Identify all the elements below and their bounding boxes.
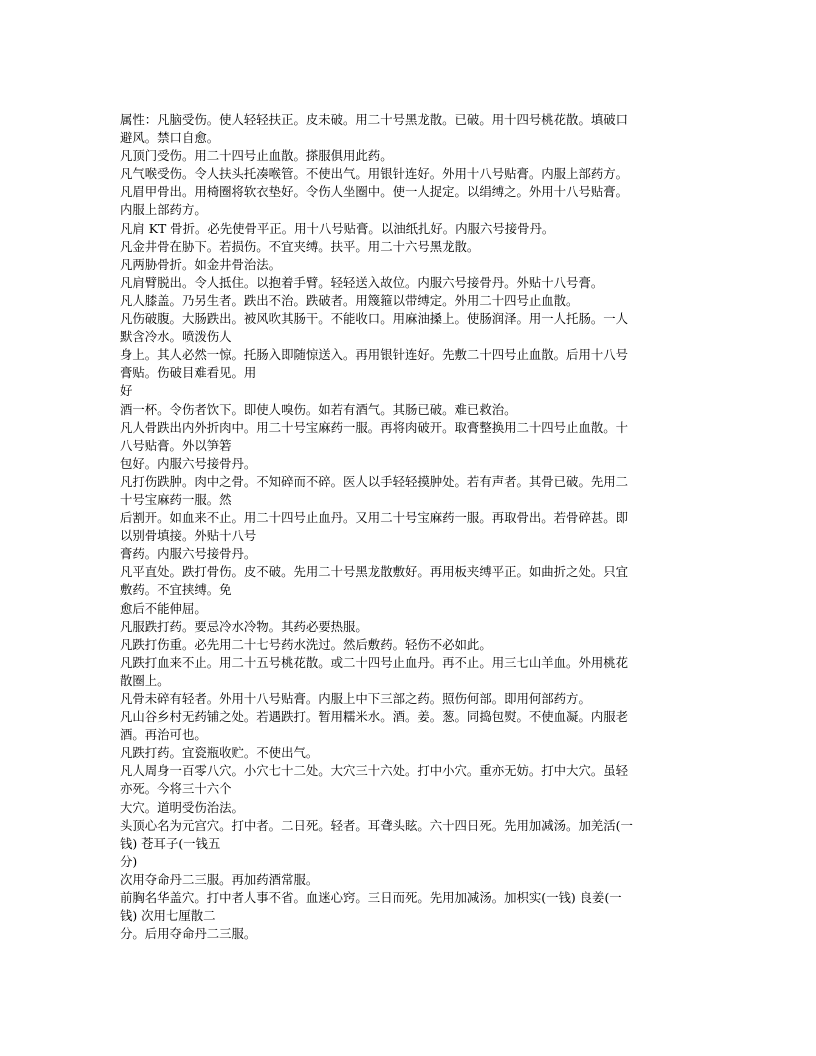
text-line: 头顶心名为元宫穴。打中者。二日死。轻者。耳聋头眩。六十四日死。先用加减汤。加羌活(一 (120, 817, 633, 833)
text-line: 凡人骨跌出内外折肉中。用二十号宝麻药一服。再将肉破开。取膏整换用二十四号止血散。十 (120, 419, 629, 435)
text-line: 酒。再治可也。 (120, 727, 207, 743)
text-line: 属性：凡脑受伤。使人轻轻扶正。皮未破。用二十号黑龙散。已破。用十四号桃花散。填破口 (120, 112, 629, 127)
text-line: 凡肩臂脱出。令人抵住。以抱着手臂。轻轻送入故位。内服六号接骨丹。外贴十八号膏。 (120, 274, 604, 290)
text-line: 以别骨填接。外贴十八号 (120, 528, 257, 544)
text-line: 敷药。不宜挟缚。免 (120, 582, 232, 598)
text-line: 次用夺命丹二三服。再加药酒常服。 (120, 871, 319, 887)
text-line: 凡跌打伤重。必先用二十七号药水洗过。然后敷药。轻伤不必如此。 (120, 636, 492, 652)
text-line: 凡山谷乡村无药铺之处。若遇跌打。暂用糯米水。酒。姜。葱。同捣包熨。不使血凝。内服老 (120, 709, 629, 725)
text-line: 凡气喉受伤。令人扶头托凑喉管。不使出气。用银针连好。外用十八号贴膏。内服上部药方。 (120, 166, 629, 182)
text-line: 钱) 次用七厘散二 (120, 908, 216, 924)
text-line: 膏药。内服六号接骨丹。 (120, 546, 257, 562)
text-line: 八号贴膏。外以笋箬 (120, 437, 232, 453)
text-line: 凡跌打药。宜瓷瓶收贮。不使出气。 (120, 745, 319, 761)
document-body (120, 111, 700, 943)
text-line: 钱) 苍耳子(一钱五 (120, 835, 221, 851)
text-line: 膏贴。伤破目难看见。用 (120, 365, 257, 381)
text-line: 散圈上。 (120, 672, 170, 688)
text-line: 避风。禁口自愈。 (120, 130, 220, 146)
text-line: 凡金井骨在胁下。若损伤。不宜夹缚。扶平。用二十六号黑龙散。 (120, 238, 480, 254)
text-line: 凡眉甲骨出。用椅圈将软衣垫好。令伤人坐圈中。使一人捉定。以绢缚之。外用十八号贴膏。 (120, 184, 629, 200)
text-line: 包好。内服六号接骨丹。 (120, 455, 257, 471)
text-line: 凡顶门受伤。用二十四号止血散。搽服俱用此药。 (120, 148, 393, 164)
text-line: 分。后用夺命丹二三服。 (120, 926, 257, 942)
text-line: 后割开。如血来不止。用二十四号止血丹。又用二十号宝麻药一服。再取骨出。若骨碎甚。即 (120, 510, 629, 526)
text-line: 凡骨未碎有轻者。外用十八号贴膏。内服上中下三部之药。照伤何部。即用何部药方。 (120, 691, 591, 706)
text-line: 大穴。道明受伤治法。 (120, 799, 244, 815)
text-line: 亦死。今将三十六个 (120, 781, 232, 797)
text-line: 凡伤破腹。大肠跌出。被风吹其肠干。不能收口。用麻油搡上。使肠润泽。用一人托肠。一人 (120, 311, 629, 327)
text-line: 前胸名华盖穴。打中者人事不省。血迷心窍。三日而死。先用加减汤。加枳实(一钱) 良姜(一 (120, 890, 622, 906)
text-line: 凡服跌打药。要忌冷水冷物。其药必要热服。 (120, 618, 368, 634)
text-line: 愈后不能伸屈。 (120, 600, 207, 616)
text-line: 酒一杯。令伤者饮下。即使人嗅伤。如若有酒气。其肠已破。难已救治。 (120, 401, 517, 417)
text-line: 凡肩 KT 骨折。必先使骨平正。用十八号贴膏。以油纸扎好。内服六号接骨丹。 (120, 220, 555, 236)
text-line: 身上。其人必然一惊。托肠入即随惊送入。再用银针连好。先敷二十四号止血散。后用十八号 (120, 347, 629, 363)
text-line: 十号宝麻药一服。然 (120, 491, 232, 507)
text-line: 凡人周身一百零八穴。小穴七十二处。大穴三十六处。打中小穴。重亦无妨。打中大穴。虽轻 (120, 763, 629, 779)
text-line: 默含冷水。喷泼伤人 (120, 329, 232, 345)
text-line: 凡跌打血来不止。用二十五号桃花散。或二十四号止血丹。再不止。用三七山羊血。外用桃花 (120, 654, 629, 670)
text-line: 内服上部药方。 (120, 202, 207, 218)
text-line: 凡两胁骨折。如金井骨治法。 (120, 256, 282, 272)
text-line: 凡打伤跌肿。肉中之骨。不知碎而不碎。医人以手轻轻摸肿处。若有声者。其骨已破。先用二 (120, 473, 629, 489)
text-line: 凡人膝盖。乃另生者。跌出不治。跌破者。用篾箍以带缚定。外用二十四号止血散。 (120, 292, 579, 308)
text-line: 好 (120, 383, 133, 399)
text-line: 分) (120, 853, 138, 869)
text-line: 凡平直处。跌打骨伤。皮不破。先用二十号黑龙散敷好。再用板夹缚平正。如曲折之处。只宜 (120, 564, 629, 580)
